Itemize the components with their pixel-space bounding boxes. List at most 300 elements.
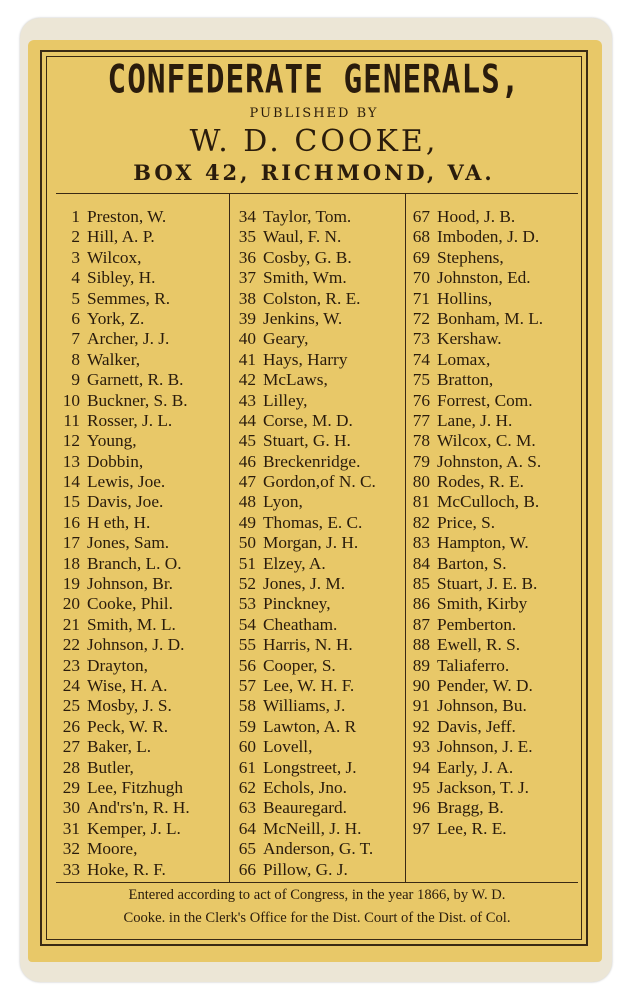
entry-number: 64 <box>238 818 256 838</box>
entry-number: 28 <box>62 757 80 777</box>
entry-number: 56 <box>238 655 256 675</box>
general-name: Cosby, G. B. <box>263 247 352 267</box>
general-name: Lee, R. E. <box>437 818 507 838</box>
general-entry <box>58 513 190 533</box>
general-entry <box>410 717 543 737</box>
general-entry <box>58 860 190 880</box>
general-name: Butler, <box>87 757 134 777</box>
general-entry <box>58 309 190 329</box>
entry-number: 34 <box>238 207 256 226</box>
entry-number: 13 <box>62 451 80 471</box>
general-name: Williams, J. <box>263 696 346 716</box>
entry-number: 77 <box>412 410 430 430</box>
entry-number: 15 <box>62 492 80 512</box>
general-name: Lyon, <box>263 492 303 512</box>
general-entry <box>58 452 190 472</box>
general-entry <box>232 758 376 778</box>
names-column-3 <box>410 207 543 839</box>
copyright-line-1: Entered according to act of Congress, in the year 1866, by W. D. <box>128 887 506 903</box>
general-name: Pender, W. D. <box>437 675 533 695</box>
general-entry <box>410 227 543 247</box>
entry-number: 61 <box>238 757 256 777</box>
general-entry <box>58 248 190 268</box>
general-name: Hood, J. B. <box>437 207 516 226</box>
entry-number: 33 <box>62 859 80 879</box>
general-entry <box>232 248 376 268</box>
general-entry <box>58 737 190 757</box>
entry-number: 95 <box>412 777 430 797</box>
general-entry <box>410 207 543 227</box>
general-entry <box>58 472 190 492</box>
general-entry <box>232 533 376 553</box>
general-name: Jones, J. M. <box>263 574 346 594</box>
entry-number: 93 <box>412 737 430 757</box>
general-entry <box>232 778 376 798</box>
general-entry <box>410 798 543 818</box>
general-entry <box>232 594 376 614</box>
general-entry <box>232 656 376 676</box>
entry-number: 50 <box>238 533 256 553</box>
entry-number: 18 <box>62 553 80 573</box>
general-name: Rodes, R. E. <box>437 472 524 492</box>
general-entry <box>410 350 543 370</box>
general-entry <box>58 615 190 635</box>
general-entry <box>232 411 376 431</box>
general-name: Buckner, S. B. <box>87 390 188 410</box>
card-title: CONFEDERATE GENERALS, <box>107 57 521 103</box>
general-name: Gordon,of N. C. <box>263 472 376 492</box>
general-entry <box>232 798 376 818</box>
header-divider <box>56 193 578 194</box>
general-entry <box>410 696 543 716</box>
general-name: Smith, Kirby <box>437 594 528 614</box>
general-entry <box>232 860 376 880</box>
general-entry <box>232 676 376 696</box>
general-name: Cooper, S. <box>263 655 336 675</box>
general-name: Thomas, E. C. <box>263 512 363 532</box>
entry-number: 11 <box>63 410 80 430</box>
general-name: Harris, N. H. <box>263 635 353 655</box>
entry-number: 36 <box>238 247 256 267</box>
entry-number: 82 <box>412 512 430 532</box>
general-name: Anderson, G. T. <box>263 839 374 859</box>
general-entry <box>410 656 543 676</box>
general-name: Lee, Fitzhugh <box>87 777 183 797</box>
entry-number: 92 <box>412 716 430 736</box>
entry-number: 14 <box>62 472 80 492</box>
general-entry <box>410 737 543 757</box>
general-entry <box>410 329 543 349</box>
general-entry <box>58 839 190 859</box>
general-entry <box>410 676 543 696</box>
general-name: Davis, Joe. <box>87 492 164 512</box>
general-entry <box>410 289 543 309</box>
entry-number: 68 <box>412 227 430 247</box>
entry-number: 8 <box>71 349 80 369</box>
entry-number: 88 <box>412 635 430 655</box>
entry-number: 39 <box>238 308 256 328</box>
entry-number: 21 <box>62 614 80 634</box>
general-name: Pillow, G. J. <box>263 859 348 879</box>
general-name: Elzey, A. <box>263 553 326 573</box>
general-entry <box>58 676 190 696</box>
entry-number: 23 <box>62 655 80 675</box>
general-entry <box>58 798 190 818</box>
general-entry <box>410 472 543 492</box>
general-name: Johnson, Br. <box>87 574 173 594</box>
general-name: And'rs'n, R. H. <box>87 798 190 818</box>
general-name: Lovell, <box>263 737 313 757</box>
general-name: Kershaw. <box>437 329 502 349</box>
entry-number: 29 <box>62 777 80 797</box>
entry-number: 58 <box>238 696 256 716</box>
general-entry <box>58 758 190 778</box>
entry-number: 10 <box>62 390 80 410</box>
general-name: Hollins, <box>437 288 493 308</box>
general-entry <box>58 411 190 431</box>
entry-number: 2 <box>71 227 80 247</box>
general-name: Morgan, J. H. <box>263 533 359 553</box>
general-name: Drayton, <box>87 655 148 675</box>
general-name: Smith, Wm. <box>263 268 347 288</box>
general-name: Corse, M. D. <box>263 410 353 430</box>
general-entry <box>58 635 190 655</box>
general-name: Pinckney, <box>263 594 331 614</box>
entry-number: 38 <box>238 288 256 308</box>
general-name: Geary, <box>263 329 309 349</box>
entry-number: 25 <box>62 696 80 716</box>
general-name: Smith, M. L. <box>87 614 176 634</box>
entry-number: 52 <box>238 574 256 594</box>
copyright-line-2: Cooke. in the Clerk's Office for the Dist. Court of the Dist. of Col. <box>123 910 511 926</box>
general-entry <box>232 472 376 492</box>
general-name: Mosby, J. S. <box>87 696 172 716</box>
general-name: Bragg, B. <box>437 798 504 818</box>
general-entry <box>410 411 543 431</box>
entry-number: 20 <box>62 594 80 614</box>
entry-number: 42 <box>238 370 256 390</box>
general-name: Davis, Jeff. <box>437 716 516 736</box>
general-name: Wilcox, <box>87 247 142 267</box>
general-name: Lewis, Joe. <box>87 472 166 492</box>
entry-number: 60 <box>238 737 256 757</box>
general-entry <box>58 370 190 390</box>
general-name: Preston, W. <box>87 207 167 226</box>
entry-number: 44 <box>238 410 256 430</box>
general-entry <box>232 350 376 370</box>
entry-number: 57 <box>238 675 256 695</box>
entry-number: 89 <box>412 655 430 675</box>
general-entry <box>232 268 376 288</box>
general-entry <box>410 513 543 533</box>
entry-number: 53 <box>238 594 256 614</box>
general-name: Hays, Harry <box>263 349 348 369</box>
entry-number: 30 <box>62 798 80 818</box>
entry-number: 66 <box>238 859 256 879</box>
general-name: Hampton, W. <box>437 533 529 553</box>
general-entry <box>232 554 376 574</box>
general-entry <box>58 207 190 227</box>
general-name: Stephens, <box>437 247 504 267</box>
general-name: Kemper, J. L. <box>87 818 181 838</box>
general-name: Taylor, Tom. <box>263 207 352 226</box>
general-name: Baker, L. <box>87 737 152 757</box>
general-name: Young, <box>87 431 137 451</box>
general-name: Stuart, J. E. B. <box>437 574 538 594</box>
column-divider-1 <box>229 193 230 882</box>
general-name: York, Z. <box>87 308 145 328</box>
general-entry <box>58 554 190 574</box>
general-entry <box>232 839 376 859</box>
entry-number: 9 <box>71 370 80 390</box>
entry-number: 75 <box>412 370 430 390</box>
general-entry <box>58 696 190 716</box>
general-entry <box>58 594 190 614</box>
general-name: Forrest, Com. <box>437 390 533 410</box>
general-entry <box>58 819 190 839</box>
entry-number: 48 <box>238 492 256 512</box>
general-entry <box>232 227 376 247</box>
general-name: Colston, R. E. <box>263 288 361 308</box>
general-name: Branch, L. O. <box>87 553 182 573</box>
entry-number: 76 <box>412 390 430 410</box>
entry-number: 67 <box>412 207 430 226</box>
entry-number: 85 <box>412 574 430 594</box>
names-column-2 <box>232 207 376 880</box>
entry-number: 81 <box>412 492 430 512</box>
general-name: Rosser, J. L. <box>87 410 173 430</box>
general-entry <box>410 635 543 655</box>
general-entry <box>232 635 376 655</box>
entry-number: 62 <box>238 777 256 797</box>
published-by-label: PUBLISHED BY <box>249 106 379 121</box>
general-entry <box>58 656 190 676</box>
general-entry <box>58 717 190 737</box>
general-entry <box>232 819 376 839</box>
entry-number: 51 <box>238 553 256 573</box>
general-entry <box>232 696 376 716</box>
general-name: Johnson, J. D. <box>87 635 185 655</box>
entry-number: 40 <box>238 329 256 349</box>
general-entry <box>232 289 376 309</box>
general-name: Lee, W. H. F. <box>263 675 355 695</box>
general-name: Imboden, J. D. <box>437 227 540 247</box>
general-entry <box>410 819 543 839</box>
entry-number: 31 <box>62 818 80 838</box>
entry-number: 63 <box>238 798 256 818</box>
general-entry <box>410 431 543 451</box>
general-entry <box>58 492 190 512</box>
general-name: Early, J. A. <box>437 757 514 777</box>
general-entry <box>410 268 543 288</box>
general-entry <box>410 248 543 268</box>
general-entry <box>58 431 190 451</box>
entry-number: 55 <box>238 635 256 655</box>
entry-number: 73 <box>412 329 430 349</box>
entry-number: 94 <box>412 757 430 777</box>
general-entry <box>232 391 376 411</box>
general-entry <box>232 370 376 390</box>
names-column-1 <box>58 207 190 880</box>
entry-number: 19 <box>62 574 80 594</box>
general-name: Archer, J. J. <box>87 329 170 349</box>
general-name: Johnson, Bu. <box>437 696 527 716</box>
entry-number: 69 <box>412 247 430 267</box>
general-name: Pemberton. <box>437 614 517 634</box>
entry-number: 5 <box>71 288 80 308</box>
general-entry <box>232 329 376 349</box>
general-entry <box>58 227 190 247</box>
general-name: Cheatham. <box>263 614 338 634</box>
publisher-address: BOX 42, RICHMOND, VA. <box>133 160 495 185</box>
entry-number: 97 <box>412 818 430 838</box>
general-name: Price, S. <box>437 512 496 532</box>
general-name: Sibley, H. <box>87 268 156 288</box>
general-entry <box>232 717 376 737</box>
general-name: Wise, H. A. <box>87 675 168 695</box>
general-entry <box>232 492 376 512</box>
entry-number: 54 <box>238 614 256 634</box>
general-name: Jones, Sam. <box>87 533 170 553</box>
general-name: Barton, S. <box>437 553 507 573</box>
entry-number: 65 <box>238 839 256 859</box>
general-name: Hoke, R. F. <box>87 859 166 879</box>
general-name: Garnett, R. B. <box>87 370 184 390</box>
general-name: Semmes, R. <box>87 288 171 308</box>
entry-number: 37 <box>238 268 256 288</box>
publisher-name: W. D. COOKE, <box>189 124 439 159</box>
entry-number: 45 <box>238 431 256 451</box>
entry-number: 83 <box>412 533 430 553</box>
general-name: Jackson, T. J. <box>437 777 529 797</box>
entry-number: 24 <box>62 675 80 695</box>
general-name: Jenkins, W. <box>263 308 343 328</box>
entry-number: 26 <box>62 716 80 736</box>
entry-number: 96 <box>412 798 430 818</box>
general-entry <box>410 492 543 512</box>
entry-number: 6 <box>71 308 80 328</box>
general-name: Peck, W. R. <box>87 716 169 736</box>
general-name: Johnston, Ed. <box>437 268 531 288</box>
general-entry <box>410 594 543 614</box>
general-name: Johnson, J. E. <box>437 737 533 757</box>
general-entry <box>410 758 543 778</box>
general-entry <box>232 737 376 757</box>
general-name: Longstreet, J. <box>263 757 357 777</box>
general-name: Beauregard. <box>263 798 347 818</box>
entry-number: 32 <box>62 839 80 859</box>
general-name: Moore, <box>87 839 138 859</box>
footer-divider <box>56 882 578 883</box>
general-name: Hill, A. P. <box>87 227 155 247</box>
general-entry <box>58 778 190 798</box>
general-entry <box>58 574 190 594</box>
entry-number: 80 <box>412 472 430 492</box>
entry-number: 84 <box>412 553 430 573</box>
entry-number: 79 <box>412 451 430 471</box>
general-entry <box>410 778 543 798</box>
general-name: Lawton, A. R <box>263 716 357 736</box>
general-name: Lane, J. H. <box>437 410 513 430</box>
entry-number: 49 <box>238 512 256 532</box>
entry-number: 17 <box>62 533 80 553</box>
general-name: H eth, H. <box>87 512 151 532</box>
general-entry <box>232 309 376 329</box>
general-name: Lomax, <box>437 349 491 369</box>
general-entry <box>232 207 376 227</box>
entry-number: 22 <box>62 635 80 655</box>
general-name: Waul, F. N. <box>263 227 342 247</box>
entry-number: 12 <box>62 431 80 451</box>
general-name: Dobbin, <box>87 451 144 471</box>
entry-number: 16 <box>62 512 80 532</box>
general-name: Ewell, R. S. <box>437 635 521 655</box>
general-entry <box>410 452 543 472</box>
entry-number: 7 <box>71 329 80 349</box>
general-entry <box>232 431 376 451</box>
entry-number: 41 <box>238 349 256 369</box>
general-name: Wilcox, C. M. <box>437 431 536 451</box>
entry-number: 71 <box>412 288 430 308</box>
general-entry <box>232 513 376 533</box>
general-entry <box>58 268 190 288</box>
general-entry <box>410 615 543 635</box>
general-name: Breckenridge. <box>263 451 361 471</box>
general-entry <box>410 370 543 390</box>
general-name: Cooke, Phil. <box>87 594 173 614</box>
general-name: Stuart, G. H. <box>263 431 351 451</box>
entry-number: 46 <box>238 451 256 471</box>
general-name: Echols, Jno. <box>263 777 348 797</box>
general-name: McNeill, J. H. <box>263 818 362 838</box>
entry-number: 47 <box>238 472 256 492</box>
general-name: Lilley, <box>263 390 308 410</box>
entry-number: 35 <box>238 227 256 247</box>
general-entry <box>410 574 543 594</box>
general-name: McCulloch, B. <box>437 492 540 512</box>
general-entry <box>58 329 190 349</box>
general-entry <box>410 391 543 411</box>
general-name: Taliaferro. <box>437 655 510 675</box>
entry-number: 1 <box>71 207 80 226</box>
entry-number: 59 <box>238 716 256 736</box>
entry-number: 74 <box>412 349 430 369</box>
general-entry <box>410 533 543 553</box>
general-name: Bonham, M. L. <box>437 308 544 328</box>
general-entry <box>410 554 543 574</box>
column-divider-2 <box>405 193 406 882</box>
general-entry <box>232 452 376 472</box>
general-entry <box>58 350 190 370</box>
entry-number: 70 <box>412 268 430 288</box>
general-name: Walker, <box>87 349 141 369</box>
general-entry <box>58 533 190 553</box>
entry-number: 86 <box>412 594 430 614</box>
general-name: Johnston, A. S. <box>437 451 542 471</box>
entry-number: 90 <box>412 675 430 695</box>
general-entry <box>58 391 190 411</box>
entry-number: 87 <box>412 614 430 634</box>
entry-number: 43 <box>238 390 256 410</box>
entry-number: 78 <box>412 431 430 451</box>
general-entry <box>232 574 376 594</box>
entry-number: 72 <box>412 308 430 328</box>
general-entry <box>58 289 190 309</box>
general-name: Bratton, <box>437 370 494 390</box>
general-entry <box>232 615 376 635</box>
entry-number: 4 <box>71 268 80 288</box>
general-entry <box>410 309 543 329</box>
